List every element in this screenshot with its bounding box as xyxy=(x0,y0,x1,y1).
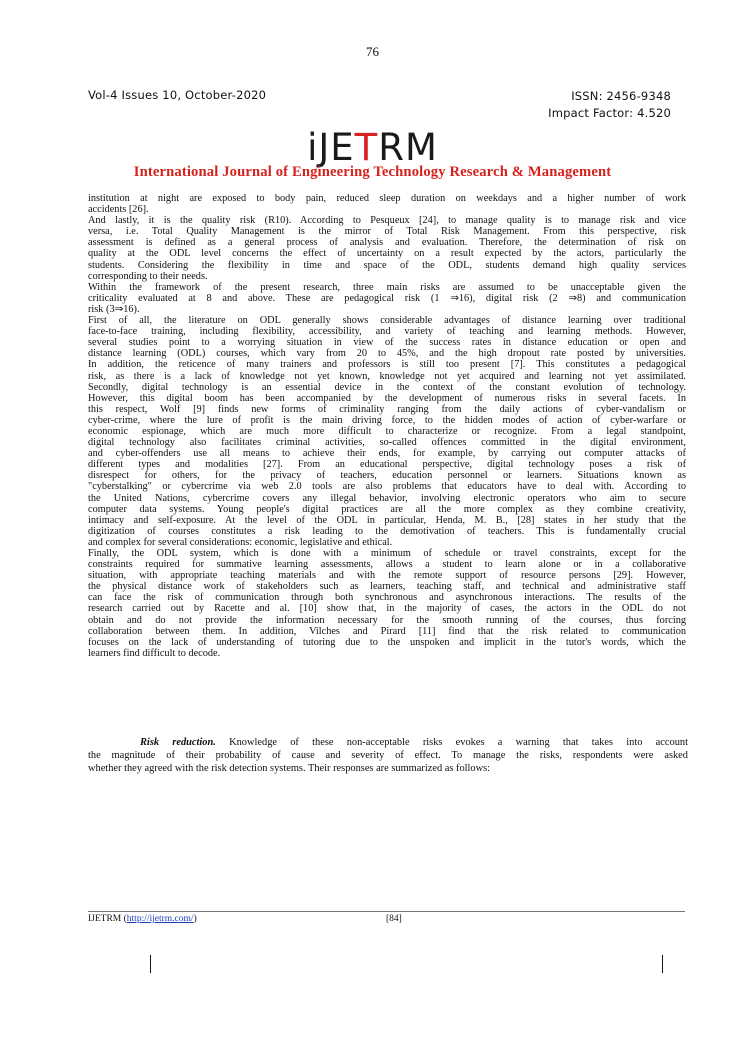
body-line: the United Nations, cybercrime covers any illegal behavior, involving electronic operators who aim to secure xyxy=(88,492,686,504)
journal-logo xyxy=(0,128,745,168)
body-line: obtain and do not provide the information necessary for the smooth running of the courses, thus forcing xyxy=(88,614,686,626)
body-line: Within the framework of the present research, three main risks are assumed to be unacceptable given the xyxy=(88,281,686,293)
body-line: focuses on the lack of understanding of tutoring due to the unspoken and implicit in the tutor's words, which the xyxy=(88,636,686,648)
body-line: risk, as there is a lack of knowledge not yet known, knowledge not yet acquired and learning not yet assimilated. xyxy=(88,370,686,382)
risk-reduction-line: the magnitude of their probability of cause and severity of effect. To manage the risks, respondents were asked xyxy=(88,750,688,761)
body-line: this respect, Wolf [9] finds new forms of criminality ranging from the daily actions of cyber-vandalism or xyxy=(88,403,686,415)
logo-part-1: iJE xyxy=(307,126,355,169)
body-line: criticality evaluated at 8 and above. These are pedagogical risk (1 ⇒16), digital risk (2 ⇒8) and communication xyxy=(88,292,686,304)
body-line: economic espionage, which are much more difficult to characterize or recognize. From a legal standpoint, xyxy=(88,425,686,437)
body-line: disrespect for others, for the privacy of teachers, education personnel or learners. Situations known as xyxy=(88,470,686,482)
risk-reduction-line: Risk reduction. Knowledge of these non-acceptable risks evokes a warning that takes into account xyxy=(140,737,688,748)
body-line: and complex for several considerations: economic, legislative and ethical. xyxy=(88,536,393,548)
body-line: constraints required for summative learning assessments, allows a student to learn alone or in a collaborative xyxy=(88,559,686,571)
logo-part-3: RM xyxy=(378,126,438,169)
body-line: distance learning (ODL) courses, which vary from 20 to 45%, and the high dropout rate posted by universities. xyxy=(88,348,686,360)
body-line: students. Considering the flexibility in time and space of the ODL, students demand high quality services xyxy=(88,259,686,271)
journal-title: International Journal of Engineering Technology Research & Management xyxy=(133,164,612,180)
body-line: several studies point to a worrying situation in view of the success rates in distance education or open and xyxy=(88,337,686,349)
footer-rule xyxy=(88,911,685,912)
body-line: Finally, the ODL system, which is done with a minimum of schedule or travel constraints, except for the xyxy=(88,548,686,559)
crop-mark xyxy=(150,955,151,973)
body-line: And lastly, it is the quality risk (R10). According to Pesqueux [24], to manage quality is to manage risk and vice xyxy=(88,215,686,227)
body-line: face-to-face training, including flexibility, accessibility, and variety of teaching and learning methods. However, xyxy=(88,326,686,338)
risk-reduction-heading: Risk reduction. xyxy=(140,737,216,748)
risk-reduction-line: whether they agreed with the risk detection systems. Their responses are summarized as follows: xyxy=(88,763,491,774)
body-line: can face the risk of communication through both synchronous and asynchronous interactions. The results of the xyxy=(88,592,686,604)
impact-factor: Impact Factor: 4.520 xyxy=(548,106,671,120)
logo-part-2: T xyxy=(354,126,379,169)
body-line: digitization of courses constitutes a risk leading to the demotivation of teachers. This is fundamentally crucial xyxy=(88,525,686,537)
body-line: assessment is defined as a general process of analysis and evaluation. Therefore, the determination of risk on xyxy=(88,237,686,249)
issn-block xyxy=(548,88,671,122)
crop-mark xyxy=(662,955,663,973)
body-line: In addition, the reticence of many trainers and professors is still too present [7]. This constitutes a pedagogical xyxy=(88,359,686,371)
body-line: "cyberstalking" or cybercrime via web 2.0 tools are also problems that educators have to deal with. According to xyxy=(88,481,686,493)
risk-reduction-paragraph xyxy=(88,736,688,775)
body-line: First of all, the literature on ODL generally shows considerable advantages of distance learning over traditional xyxy=(88,315,686,327)
body-line: Secondly, digital technology is an essential device in the context of the constant evolution of technology. xyxy=(88,381,686,393)
body-line: learners find difficult to decode. xyxy=(88,647,221,659)
body-text xyxy=(88,193,686,659)
body-line: collaboration between them. In addition, Vilches and Pirard [11] find that the risk related to communication xyxy=(88,625,686,637)
body-line: quality at the ODL level concerns the effect of uncertainty on a result expected by the actors, particularly the xyxy=(88,248,686,260)
footer-source: IJETRM (http://ijetrm.com/) xyxy=(88,914,197,924)
body-line: different types and modalities [27]. From an educational perspective, digital technology poses a risk of xyxy=(88,459,686,471)
footer-link[interactable]: http://ijetrm.com/ xyxy=(126,914,194,924)
body-line: situation, with appropriate teaching materials and with the remote support of resource persons [29]. However, xyxy=(88,570,686,582)
body-line: and cyber-offenders use all means to achieve their ends, for example, by carrying out computer attacks of xyxy=(88,448,686,460)
body-line: cyber-crime, where the lure of profit is the main driving force, to the hidden modes of action of cyber-warfare or xyxy=(88,414,686,426)
body-line: research carried out by Racette and al. [10] show that, in the majority of cases, the actors in the ODL do not xyxy=(88,603,686,615)
page-number: 76 xyxy=(366,44,379,59)
body-line: the physical distance work of stakeholders such as learners, teaching staff, and technical and administrative staff xyxy=(88,581,686,593)
body-line: risk (3⇒16). xyxy=(88,303,140,315)
footer-page-number: [84] xyxy=(386,914,402,924)
issn: ISSN: 2456-9348 xyxy=(571,89,671,103)
volume-issue: Vol-4 Issues 10, October-2020 xyxy=(88,88,267,102)
body-line: digital technology also facilitates criminal activities, so-called offences committed in the digital environment, xyxy=(88,437,686,449)
body-line: accidents [26]. xyxy=(88,204,149,216)
body-line: computer data systems. Young people's digital practices are all the more complex as they combine creativity, xyxy=(88,503,686,515)
body-line: institution at night are exposed to body pain, reduced sleep duration on weekdays and a higher number of work xyxy=(88,193,686,204)
body-line: versa, i.e. Total Quality Management is the mirror of Total Risk Management. From this perspective, risk xyxy=(88,226,686,238)
body-line: However, this digital boom has been accompanied by the development of numerous risks in several facets. In xyxy=(88,392,686,404)
body-line: intimacy and self-exposure. At the level of the ODL in particular, Henda, M. B., [28] states in her study that the xyxy=(88,514,686,526)
body-line: corresponding to their needs. xyxy=(88,270,208,282)
